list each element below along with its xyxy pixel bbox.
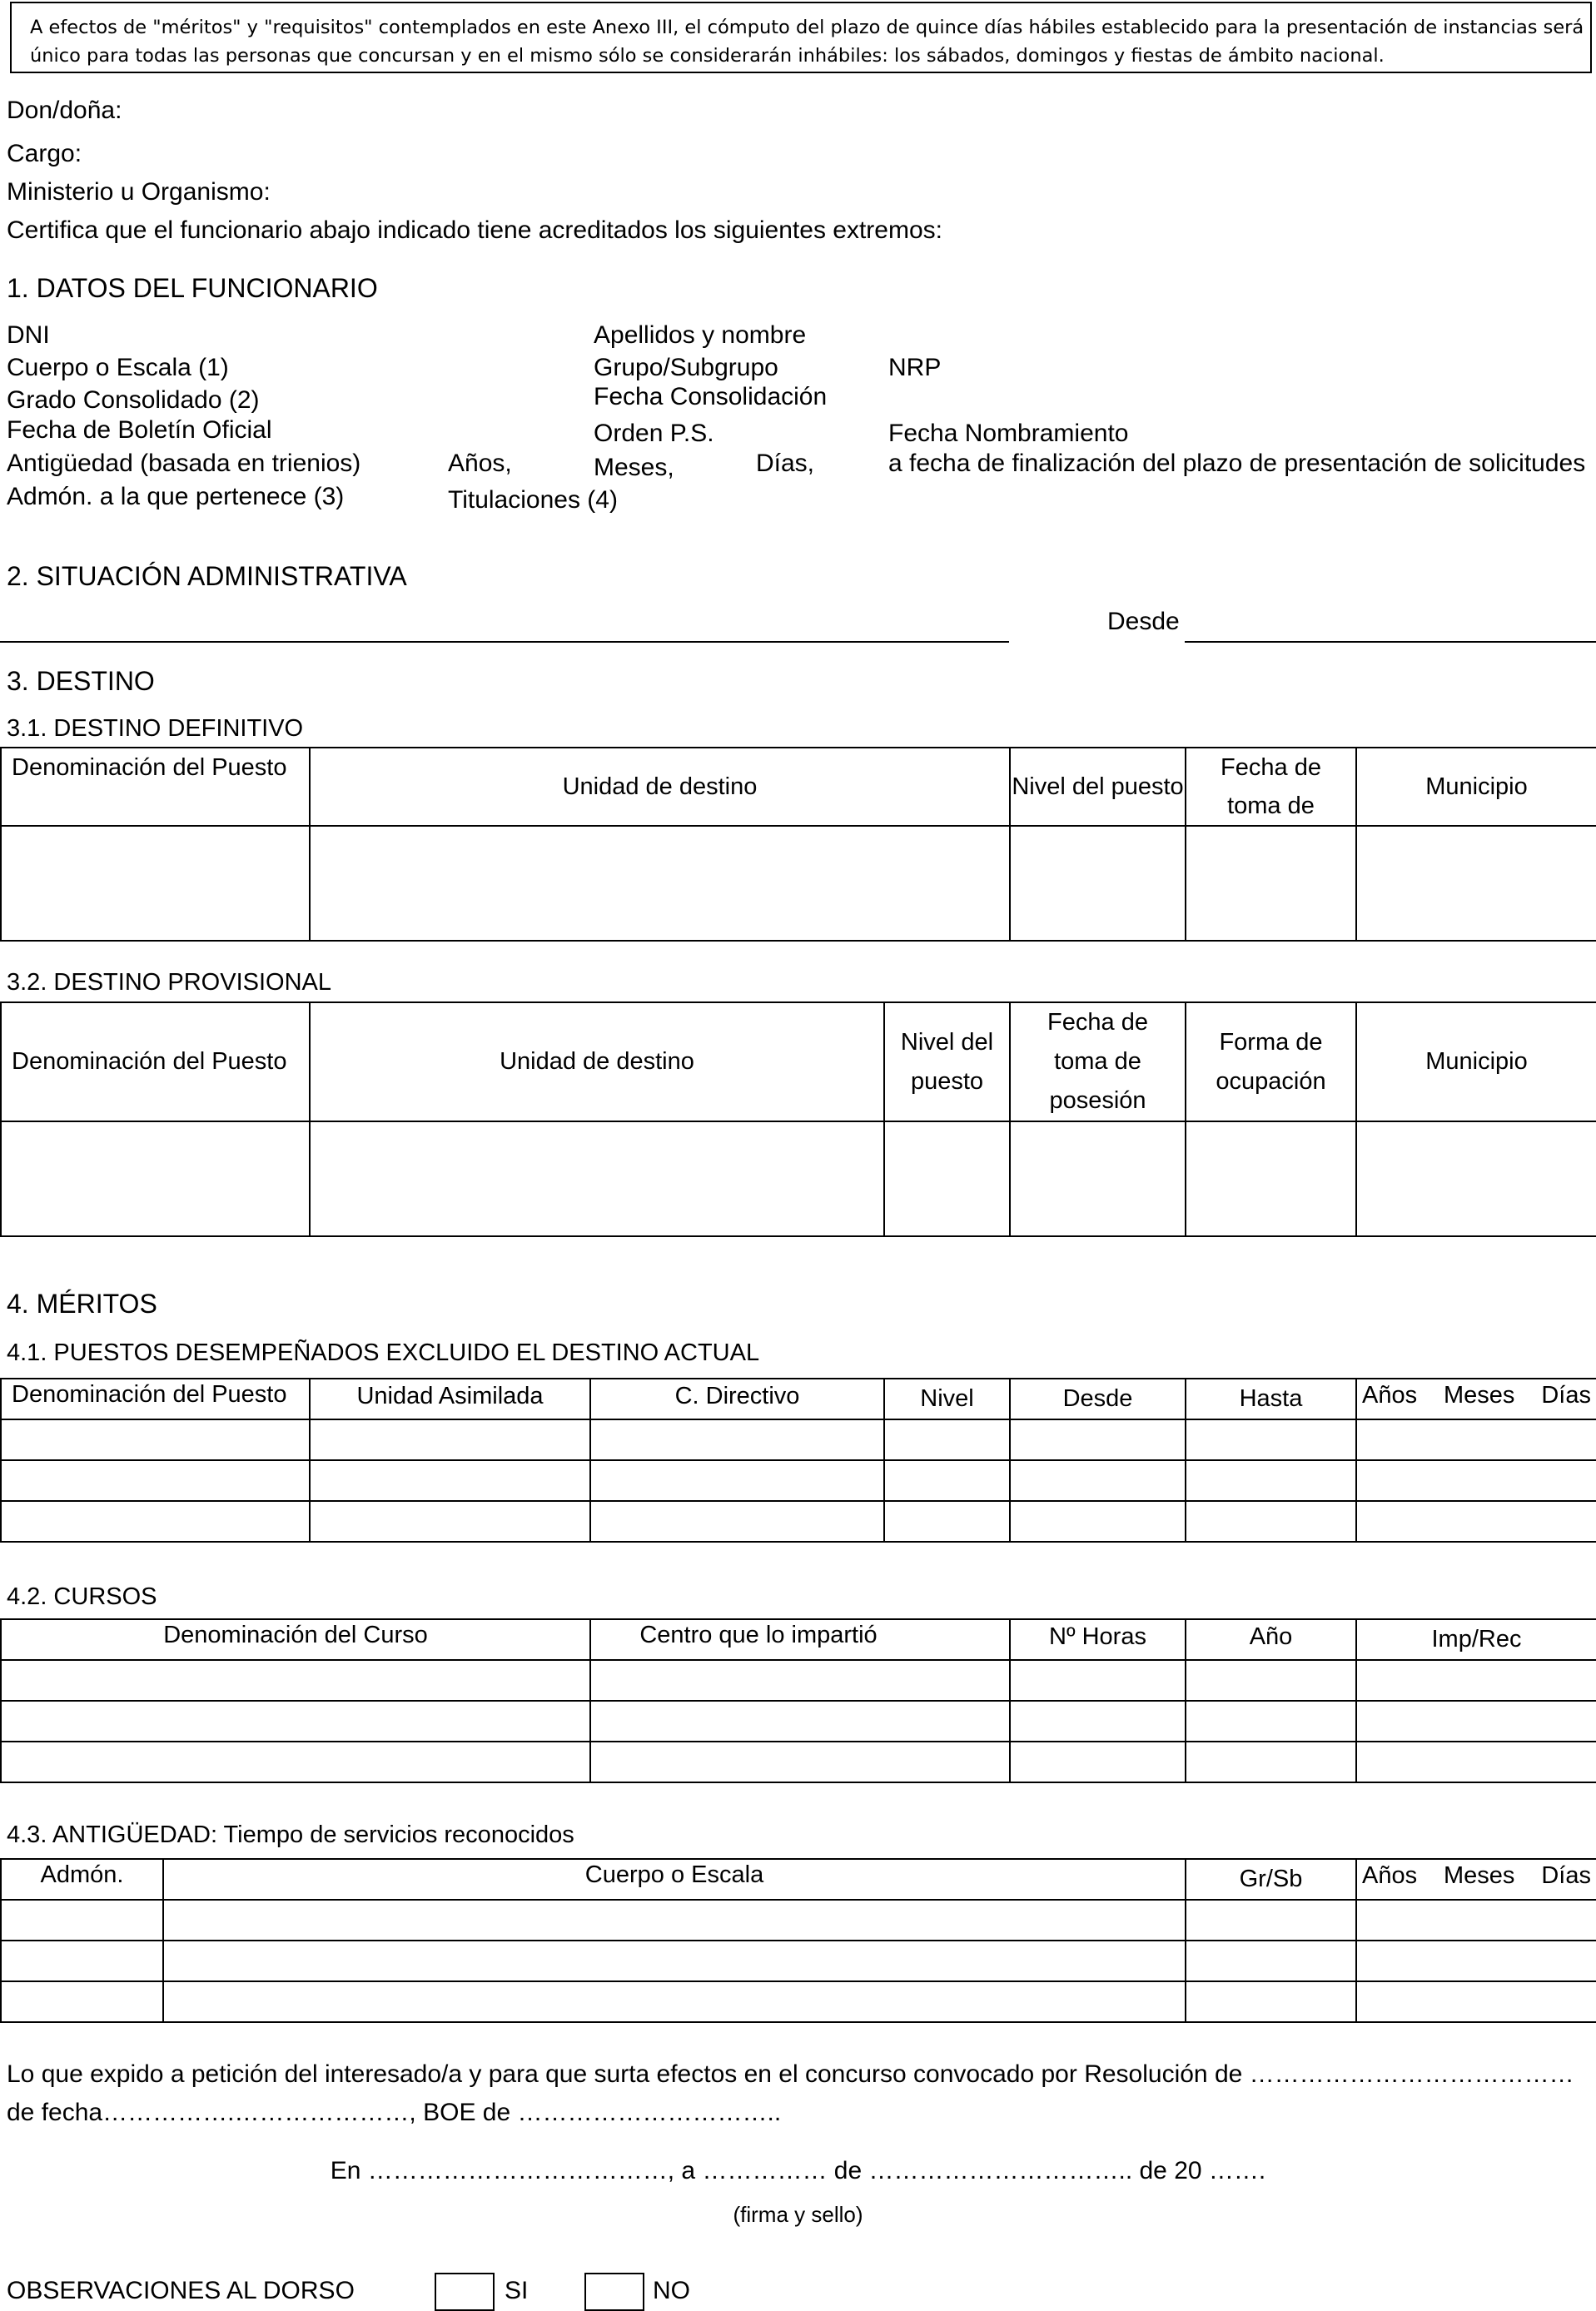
destino-provisional-table	[0, 1001, 1596, 1237]
antig-header-grsb: Gr/Sb	[1186, 1859, 1356, 1900]
admon-label: Admón. a la que pertenece (3)	[7, 483, 345, 510]
don-label: Don/doña:	[7, 97, 122, 124]
cursos-cell[interactable]	[590, 1701, 1010, 1742]
antig-cell[interactable]	[1356, 1981, 1596, 2022]
def-cell[interactable]	[1010, 826, 1186, 941]
antig-cell[interactable]	[163, 1900, 1186, 1941]
firma-sello: (firma y sello)	[733, 2202, 863, 2227]
puestos-table	[0, 1378, 1596, 1543]
grado-label: Grado Consolidado (2)	[7, 386, 260, 414]
cursos-cell[interactable]	[1356, 1742, 1596, 1782]
puestos-cell[interactable]	[884, 1501, 1010, 1542]
anos-label: Años,	[448, 450, 512, 477]
puestos-cell[interactable]	[1010, 1501, 1186, 1542]
puestos-cell[interactable]	[1, 1419, 310, 1460]
puestos-header-tiempo	[1356, 1379, 1596, 1419]
grupo-label: Grupo/Subgrupo	[594, 354, 778, 381]
a-fecha-label: a fecha de finalización del plazo de presentación de solicitudes	[888, 450, 1586, 477]
cursos-cell[interactable]	[1186, 1742, 1356, 1782]
antig-cell[interactable]	[1186, 1900, 1356, 1941]
antig-cell[interactable]	[1186, 1981, 1356, 2022]
cursos-cell[interactable]	[1, 1660, 590, 1701]
nrp-label: NRP	[888, 354, 942, 381]
puestos-header-meses: Meses	[1444, 1382, 1515, 1409]
prov-cell[interactable]	[1186, 1121, 1356, 1236]
def-header-unidad: Unidad de destino	[310, 748, 1010, 826]
puestos-title: 4.1. PUESTOS DESEMPEÑADOS EXCLUIDO EL DESTINO ACTUAL	[7, 1339, 760, 1366]
prov-cell[interactable]	[1356, 1121, 1596, 1236]
cursos-cell[interactable]	[1, 1701, 590, 1742]
def-cell[interactable]	[1, 826, 310, 941]
cursos-cell[interactable]	[590, 1660, 1010, 1701]
antig-cell[interactable]	[1186, 1941, 1356, 1981]
prov-header-forma: Forma de ocupación	[1186, 1002, 1356, 1121]
prov-cell[interactable]	[1010, 1121, 1186, 1236]
dias-label: Días,	[756, 450, 815, 477]
destino-definitivo-title: 3.1. DESTINO DEFINITIVO	[7, 715, 304, 742]
cursos-cell[interactable]	[1010, 1660, 1186, 1701]
antig-cell[interactable]	[163, 1941, 1186, 1981]
cursos-header-denominacion: Denominación del Curso	[1, 1619, 590, 1660]
section-1-title: 1. DATOS DEL FUNCIONARIO	[7, 273, 378, 303]
antig-header-tiempo	[1356, 1859, 1596, 1900]
destino-definitivo-table	[0, 747, 1596, 942]
def-header-denominacion: Denominación del Puesto	[1, 748, 310, 826]
prov-header-fecha: Fecha de toma de posesión	[1010, 1002, 1186, 1121]
section-4-title: 4. MÉRITOS	[7, 1289, 157, 1319]
puestos-cell[interactable]	[1, 1501, 310, 1542]
fecha-boe-text: de fecha…………….…………………, BOE de …………………………..	[7, 2099, 782, 2126]
antig-cell[interactable]	[1356, 1900, 1596, 1941]
observaciones-label: OBSERVACIONES AL DORSO	[7, 2277, 355, 2304]
cursos-header-horas: Nº Horas	[1010, 1619, 1186, 1660]
antiguedad-label: Antigüedad (basada en trienios)	[7, 450, 361, 477]
def-cell[interactable]	[1356, 826, 1596, 941]
puestos-header-desde: Desde	[1010, 1379, 1186, 1419]
antig-cell[interactable]	[1356, 1941, 1596, 1981]
desde-label: Desde	[1107, 608, 1180, 635]
def-header-fecha: Fecha de toma de	[1186, 748, 1356, 826]
antig-header-anos: Años	[1362, 1862, 1418, 1889]
cursos-header-ano: Año	[1186, 1619, 1356, 1660]
dni-label: DNI	[7, 321, 50, 349]
def-header-nivel: Nivel del puesto	[1010, 748, 1186, 826]
puestos-cell[interactable]	[1356, 1501, 1596, 1542]
antig-header-dias: Días	[1541, 1862, 1591, 1889]
cursos-table	[0, 1618, 1596, 1783]
antig-cell[interactable]	[1, 1900, 163, 1941]
si-label: SI	[505, 2277, 529, 2304]
antig-cell[interactable]	[1, 1981, 163, 2022]
def-cell[interactable]	[1186, 826, 1356, 941]
antig-header-meses: Meses	[1444, 1862, 1515, 1889]
destino-provisional-title: 3.2. DESTINO PROVISIONAL	[7, 969, 331, 996]
no-checkbox[interactable]	[584, 2273, 644, 2311]
titulaciones-label: Titulaciones (4)	[448, 486, 618, 514]
puestos-cell[interactable]	[1186, 1501, 1356, 1542]
cursos-header-imprec: Imp/Rec	[1356, 1619, 1596, 1660]
antig-cell[interactable]	[163, 1981, 1186, 2022]
puestos-header-anos: Años	[1362, 1382, 1418, 1409]
si-checkbox[interactable]	[435, 2273, 495, 2311]
prov-cell[interactable]	[884, 1121, 1010, 1236]
prov-header-denominacion: Denominación del Puesto	[1, 1002, 310, 1121]
notice-line-2: único para todas las personas que concursan y en el mismo sólo se considerarán inhábiles: los sábados, domingos y fiestas de ámbito nacional.	[30, 45, 1385, 67]
puestos-cell[interactable]	[1010, 1419, 1186, 1460]
antiguedad-table	[0, 1858, 1596, 2023]
prov-cell[interactable]	[310, 1121, 884, 1236]
cursos-cell[interactable]	[590, 1742, 1010, 1782]
certifica-text: Certifica que el funcionario abajo indicado tiene acreditados los siguientes extremos:	[7, 216, 942, 244]
en-fecha-line: En ………………………………, a …………… de ………………………….. de 20 …….	[330, 2157, 1266, 2184]
puestos-cell[interactable]	[590, 1419, 884, 1460]
antiguedad-title: 4.3. ANTIGÜEDAD: Tiempo de servicios reconocidos	[7, 1821, 574, 1848]
puestos-cell[interactable]	[884, 1419, 1010, 1460]
cuerpo-label: Cuerpo o Escala (1)	[7, 354, 229, 381]
antig-cell[interactable]	[1, 1941, 163, 1981]
puestos-cell[interactable]	[1186, 1419, 1356, 1460]
puestos-cell[interactable]	[590, 1501, 884, 1542]
puestos-header-dias: Días	[1541, 1382, 1591, 1409]
fecha-consolidacion-label: Fecha Consolidación	[594, 383, 828, 410]
situacion-line	[0, 641, 1009, 643]
puestos-cell[interactable]	[1356, 1419, 1596, 1460]
puestos-cell[interactable]	[310, 1501, 590, 1542]
prov-cell[interactable]	[1, 1121, 310, 1236]
prov-header-municipio: Municipio	[1356, 1002, 1596, 1121]
def-cell[interactable]	[310, 826, 1010, 941]
prov-header-nivel: Nivel del puesto	[884, 1002, 1010, 1121]
cursos-cell[interactable]	[1010, 1701, 1186, 1742]
puestos-cell[interactable]	[1186, 1460, 1356, 1501]
meses-label: Meses,	[594, 454, 674, 481]
puestos-header-denominacion: Denominación del Puesto	[1, 1379, 310, 1419]
puestos-cell[interactable]	[1356, 1460, 1596, 1501]
apellidos-label: Apellidos y nombre	[594, 321, 807, 349]
notice-box	[10, 2, 1592, 73]
cursos-cell[interactable]	[1186, 1701, 1356, 1742]
expido-text: Lo que expido a petición del interesado/a y para que surta efectos en el concurso convocado por Resolución de …………………………………	[7, 2060, 1574, 2088]
puestos-header-unidad: Unidad Asimilada	[310, 1379, 590, 1419]
cursos-cell[interactable]	[1, 1742, 590, 1782]
fecha-boletin-label: Fecha de Boletín Oficial	[7, 416, 272, 444]
cursos-header-centro: Centro que lo impartió	[590, 1619, 1010, 1660]
puestos-cell[interactable]	[884, 1460, 1010, 1501]
puestos-cell[interactable]	[590, 1460, 884, 1501]
def-header-municipio: Municipio	[1356, 748, 1596, 826]
puestos-header-directivo: C. Directivo	[590, 1379, 884, 1419]
orden-ps-label: Orden P.S.	[594, 420, 714, 447]
section-2-title: 2. SITUACIÓN ADMINISTRATIVA	[7, 561, 407, 591]
section-3-title: 3. DESTINO	[7, 666, 155, 696]
puestos-cell[interactable]	[310, 1419, 590, 1460]
ministerio-label: Ministerio u Organismo:	[7, 178, 271, 206]
prov-header-unidad: Unidad de destino	[310, 1002, 884, 1121]
cursos-cell[interactable]	[1186, 1660, 1356, 1701]
fecha-nombramiento-label: Fecha Nombramiento	[888, 420, 1129, 447]
desde-line	[1185, 641, 1596, 643]
cursos-title: 4.2. CURSOS	[7, 1583, 157, 1610]
no-label: NO	[653, 2277, 690, 2304]
puestos-header-hasta: Hasta	[1186, 1379, 1356, 1419]
puestos-cell[interactable]	[310, 1460, 590, 1501]
puestos-cell[interactable]	[1010, 1460, 1186, 1501]
antig-header-admon: Admón.	[1, 1859, 163, 1900]
cargo-label: Cargo:	[7, 140, 82, 167]
cursos-cell[interactable]	[1356, 1701, 1596, 1742]
notice-line-1: A efectos de "méritos" y "requisitos" contemplados en este Anexo III, el cómputo del plazo de quince días hábiles establecido para la presentación de instancias será	[30, 17, 1584, 38]
antig-header-cuerpo: Cuerpo o Escala	[163, 1859, 1186, 1900]
puestos-cell[interactable]	[1, 1460, 310, 1501]
cursos-cell[interactable]	[1010, 1742, 1186, 1782]
puestos-header-nivel: Nivel	[884, 1379, 1010, 1419]
cursos-cell[interactable]	[1356, 1660, 1596, 1701]
